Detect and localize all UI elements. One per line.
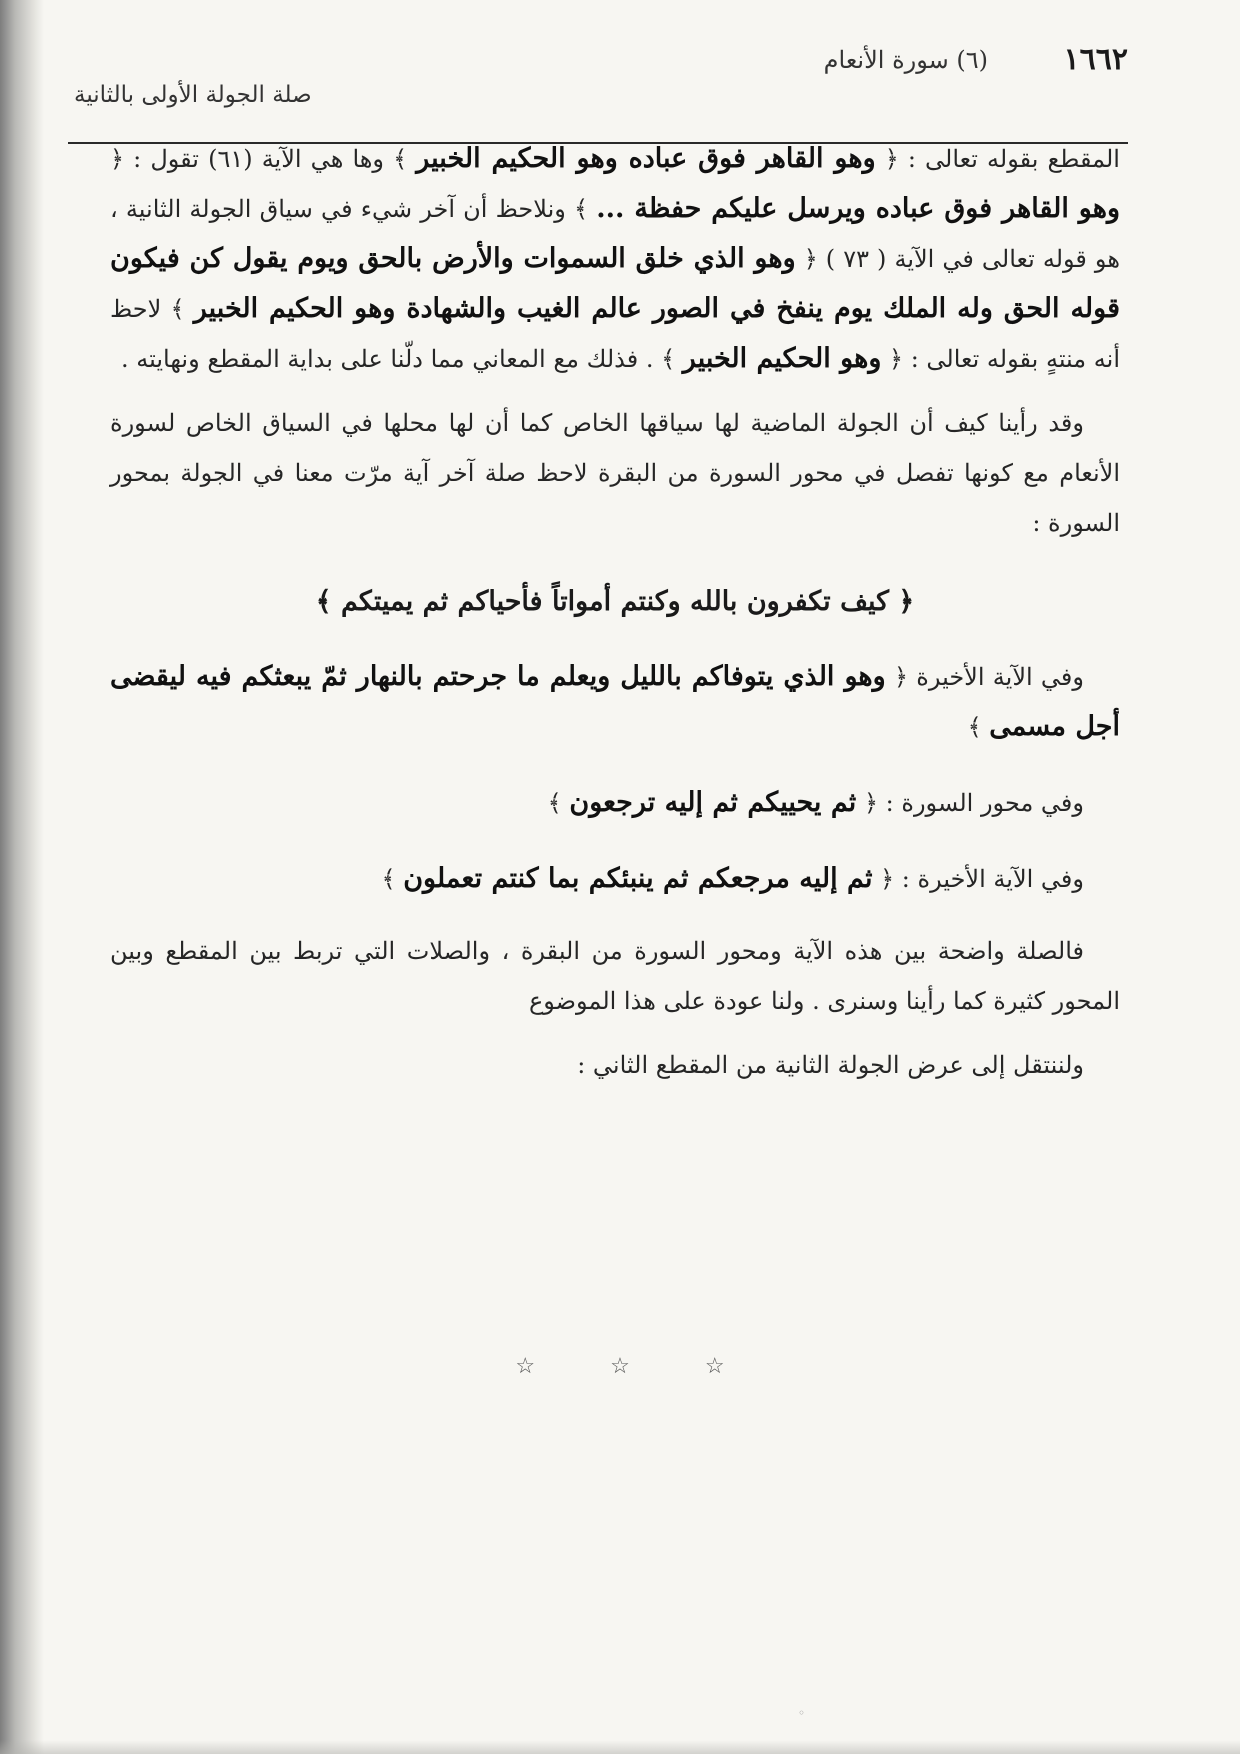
quran-quote: ثم إليه مرجعكم ثم ينبئكم بما كنتم تعملون [403, 863, 873, 894]
paragraph-3 [110, 652, 1120, 752]
star-icon: ☆ [515, 1354, 536, 1379]
quran-quote: ثم يحييكم ثم إليه ترجعون [569, 787, 857, 818]
text-run: ﴾ وها هي الآية (٦١) تقول : ﴿ [110, 145, 408, 173]
surah-title: (٦) سورة الأنعام [823, 46, 988, 74]
text-run: ﴾ . فذلك مع المعاني مما دلّنا على بداية المقطع ونهايته . [121, 345, 676, 373]
text-run: ﴾ ونلاحظ أن آخر شيء في سياق الجولة الثانية ، هو قوله تعالى في الآية ( ٧٣ ) ﴿ [110, 195, 1120, 273]
scan-speck-icon: ◦ [798, 1706, 806, 1720]
quran-quote: وهو الذي يتوفاكم بالليل ويعلم ما جرحتم بالنهار ثمّ يبعثكم فيه ليقضى أجل مسمى [110, 661, 1120, 742]
paragraph-1 [110, 134, 1120, 384]
verse-quote-1: ﴿ كيف تكفرون بالله وكنتم أمواتاً فأحياكم ثم يميتكم ﴾ [315, 586, 915, 617]
page-body [110, 134, 1120, 1090]
paragraph-2: وقد رأينا كيف أن الجولة الماضية لها سياقها الخاص كما أن لها محلها في السياق الخاص لسورة الأنعام مع كونها تفصل في محور السورة من البقرة لاحظ صلة آخر آية مرّت معنا في الجولة بمحور السورة : [110, 409, 1121, 537]
page-number: ١٦٦٢ [1063, 42, 1128, 77]
text-run: ﴾ [381, 865, 396, 893]
quran-quote: وهو الحكيم الخبير [682, 343, 882, 374]
text-run: المقطع بقوله تعالى : ﴿ [884, 145, 1120, 173]
page-gutter-shadow [0, 0, 44, 1754]
text-run: ﴾ لاحظ أنه منتهٍ بقوله تعالى : ﴿ [110, 295, 1120, 373]
page-bottom-shadow [0, 1740, 1240, 1754]
paragraph-7: ولننتقل إلى عرض الجولة الثانية من المقطع الثاني : [577, 1051, 1084, 1079]
text-run: ﴾ [547, 789, 562, 817]
running-header [60, 38, 1128, 108]
star-icon: ☆ [704, 1354, 725, 1379]
paragraph-6: فالصلة واضحة بين هذه الآية ومحور السورة من البقرة ، والصلات التي تربط بين المقطع وبين المحور كثيرة كما رأينا وسنرى . ولنا عودة على هذا الموضوع [110, 937, 1120, 1015]
text-run: وفي محور السورة : ﴿ [863, 789, 1084, 817]
quran-quote: وهو القاهر فوق عباده وهو الحكيم الخبير [416, 143, 876, 174]
text-run: وفي الآية الأخيرة ﴿ [893, 663, 1084, 691]
paragraph-5 [110, 854, 1120, 904]
quran-quote: وهو الذي خلق السموات والأرض بالحق ويوم يقول كن فيكون قوله الحق وله الملك يوم ينفخ في الصور عالم الغيب والشهادة وهو الحكيم الخبير [110, 243, 1120, 324]
paragraph-4 [110, 778, 1120, 828]
section-ornament [0, 1354, 1240, 1379]
text-run: ﴾ [967, 713, 982, 741]
text-run: وفي الآية الأخيرة : ﴿ [880, 865, 1084, 893]
quran-quote: وهو القاهر فوق عباده ويرسل عليكم حفظة ... [596, 193, 1120, 224]
star-icon: ☆ [610, 1354, 630, 1379]
section-title: صلة الجولة الأولى بالثانية [74, 82, 312, 108]
